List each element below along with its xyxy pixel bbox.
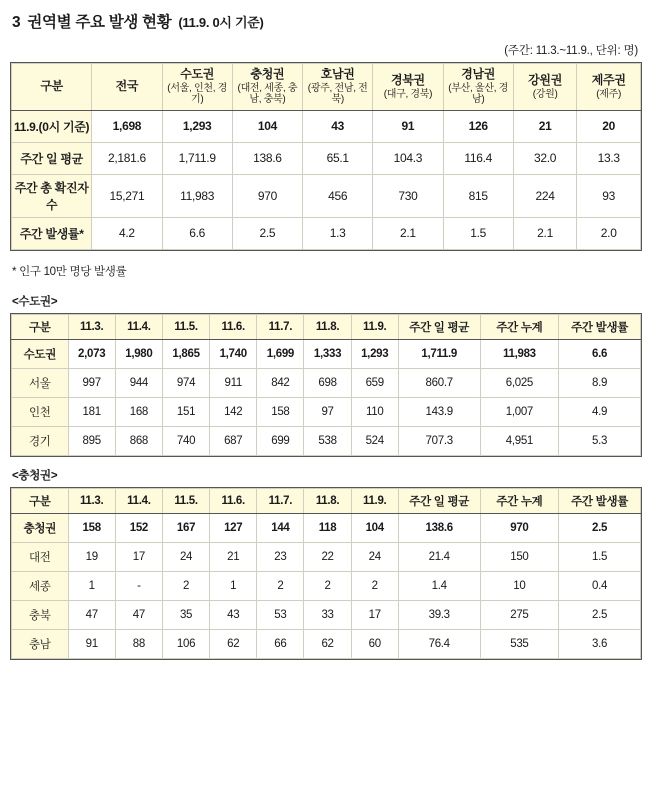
cell: 4.2 [92, 217, 162, 249]
col-header-date: 11.8. [304, 314, 351, 339]
cell: 24 [162, 542, 209, 571]
cell: 23 [257, 542, 304, 571]
heading-subtitle: (11.9. 0시 기준) [178, 15, 264, 30]
cell: 104 [351, 513, 398, 542]
cell: 104.3 [373, 142, 443, 174]
table-body [12, 513, 641, 658]
col-header-daily-average: 주간 일 평균 [398, 314, 480, 339]
col-header-weekly-total: 주간 누계 [480, 488, 559, 513]
col-header-date: 11.6. [210, 314, 257, 339]
cell: 524 [351, 426, 398, 455]
col-header-jeju: 제주권 (제주) [577, 64, 641, 111]
cell: 76.4 [398, 629, 480, 658]
table-body [12, 110, 641, 249]
cell: 66 [257, 629, 304, 658]
cell: 3.6 [559, 629, 641, 658]
cell: 138.6 [232, 142, 302, 174]
col-header-date: 11.9. [351, 488, 398, 513]
cell: 47 [68, 600, 115, 629]
cell: 35 [162, 600, 209, 629]
cell: 167 [162, 513, 209, 542]
cell: 2.5 [232, 217, 302, 249]
cell: 39.3 [398, 600, 480, 629]
cell: 1 [68, 571, 115, 600]
row-label: 충북 [12, 600, 69, 629]
cell: 21 [513, 110, 577, 142]
col-header-date: 11.4. [115, 314, 162, 339]
cell: 138.6 [398, 513, 480, 542]
cell: 24 [351, 542, 398, 571]
section-label-chungcheong: <충청권> [12, 469, 58, 482]
page-title [12, 10, 642, 32]
cell: 11,983 [162, 174, 232, 217]
cell: 1 [210, 571, 257, 600]
cell: 1,699 [257, 339, 304, 368]
cell: 1,293 [351, 339, 398, 368]
row-label: 인천 [12, 397, 69, 426]
cell: 860.7 [398, 368, 480, 397]
cell: 97 [304, 397, 351, 426]
table-row [12, 174, 641, 217]
cell: 62 [304, 629, 351, 658]
chungcheong-table-wrapper [10, 487, 642, 660]
cell: 88 [115, 629, 162, 658]
cell: 91 [373, 110, 443, 142]
unit-note: (주간: 11.3.~11.9., 단위: 명) [504, 45, 638, 57]
table-body [12, 339, 641, 455]
row-label: 경기 [12, 426, 69, 455]
cell: 144 [257, 513, 304, 542]
cell: 974 [162, 368, 209, 397]
cell: 659 [351, 368, 398, 397]
cell: 2.1 [373, 217, 443, 249]
cell: 4.9 [559, 397, 641, 426]
row-label: 주간 일 평균 [12, 142, 92, 174]
cell: 21 [210, 542, 257, 571]
cell: 10 [480, 571, 559, 600]
cell: 2,073 [68, 339, 115, 368]
cell: 538 [304, 426, 351, 455]
cell: 997 [68, 368, 115, 397]
cell: 22 [304, 542, 351, 571]
table-row [12, 629, 641, 658]
cell: 93 [577, 174, 641, 217]
table-row [12, 600, 641, 629]
cell: 104 [232, 110, 302, 142]
cell: 43 [210, 600, 257, 629]
cell: 2.5 [559, 513, 641, 542]
cell: 17 [115, 542, 162, 571]
table-row [12, 426, 641, 455]
cell: 158 [68, 513, 115, 542]
cell: 842 [257, 368, 304, 397]
cell: 168 [115, 397, 162, 426]
cell: 13.3 [577, 142, 641, 174]
table-head [12, 488, 641, 513]
cell: 275 [480, 600, 559, 629]
cell: 2 [257, 571, 304, 600]
cell: 110 [351, 397, 398, 426]
cell: 698 [304, 368, 351, 397]
cell: 970 [232, 174, 302, 217]
cell: 181 [68, 397, 115, 426]
cell: 1,865 [162, 339, 209, 368]
cell: 2,181.6 [92, 142, 162, 174]
cell: 8.9 [559, 368, 641, 397]
cell: 1,333 [304, 339, 351, 368]
table-row [12, 217, 641, 249]
cell: 15,271 [92, 174, 162, 217]
cell: 1.5 [443, 217, 513, 249]
col-header-honam: 호남권 (광주, 전남, 전북) [303, 64, 373, 111]
cell: 456 [303, 174, 373, 217]
cell: 53 [257, 600, 304, 629]
cell: 1,698 [92, 110, 162, 142]
section-label-capital: <수도권> [12, 295, 58, 308]
cell: 868 [115, 426, 162, 455]
cell: 5.3 [559, 426, 641, 455]
cell: 19 [68, 542, 115, 571]
cell: 895 [68, 426, 115, 455]
cell: 20 [577, 110, 641, 142]
col-header-date: 11.7. [257, 314, 304, 339]
cell: 2 [162, 571, 209, 600]
col-header-date: 11.3. [68, 488, 115, 513]
table-row [12, 542, 641, 571]
cell: 740 [162, 426, 209, 455]
cell: 6,025 [480, 368, 559, 397]
cell: 911 [210, 368, 257, 397]
cell: 1,711.9 [398, 339, 480, 368]
col-header-daily-average: 주간 일 평균 [398, 488, 480, 513]
cell: 142 [210, 397, 257, 426]
table-row [12, 368, 641, 397]
cell: 1.3 [303, 217, 373, 249]
cell: 699 [257, 426, 304, 455]
col-header-chungcheong: 충청권 (대전, 세종, 충남, 충북) [232, 64, 302, 111]
cell: 116.4 [443, 142, 513, 174]
cell: 47 [115, 600, 162, 629]
cell: 1,740 [210, 339, 257, 368]
cell: 151 [162, 397, 209, 426]
col-header-division: 구분 [12, 488, 69, 513]
row-label: 주간 발생률* [12, 217, 92, 249]
cell: 1.4 [398, 571, 480, 600]
col-header-date: 11.5. [162, 314, 209, 339]
col-header-gyeongbuk: 경북권 (대구, 경북) [373, 64, 443, 111]
footnote: * 인구 10만 명당 발생률 [12, 265, 127, 278]
cell: 1,007 [480, 397, 559, 426]
table-row [12, 513, 641, 542]
col-header-gangwon: 강원권 (강원) [513, 64, 577, 111]
cell: - [115, 571, 162, 600]
heading-title: 권역별 주요 발생 현황 [27, 14, 172, 31]
col-header-weekly-rate: 주간 발생률 [559, 488, 641, 513]
cell: 62 [210, 629, 257, 658]
cell: 91 [68, 629, 115, 658]
cell: 21.4 [398, 542, 480, 571]
col-header-division: 구분 [12, 314, 69, 339]
cell: 2.0 [577, 217, 641, 249]
cell: 43 [303, 110, 373, 142]
chungcheong-region-table [11, 488, 641, 659]
cell: 730 [373, 174, 443, 217]
cell: 2.5 [559, 600, 641, 629]
cell: 707.3 [398, 426, 480, 455]
col-header-date: 11.3. [68, 314, 115, 339]
col-header-capital: 수도권 (서울, 인천, 경기) [162, 64, 232, 111]
capital-region-table [11, 314, 641, 456]
col-header-gyeongnam: 경남권 (부산, 울산, 경남) [443, 64, 513, 111]
col-header-weekly-rate: 주간 발생률 [559, 314, 641, 339]
table-header-row [12, 488, 641, 513]
col-header-date: 11.8. [304, 488, 351, 513]
cell: 815 [443, 174, 513, 217]
cell: 17 [351, 600, 398, 629]
cell: 2 [351, 571, 398, 600]
col-header-date: 11.4. [115, 488, 162, 513]
cell: 1.5 [559, 542, 641, 571]
cell: 127 [210, 513, 257, 542]
row-label: 세종 [12, 571, 69, 600]
col-header-division: 구분 [12, 64, 92, 111]
capital-table-wrapper [10, 313, 642, 457]
main-table-wrapper [10, 62, 642, 251]
cell: 535 [480, 629, 559, 658]
cell: 1,293 [162, 110, 232, 142]
col-header-date: 11.6. [210, 488, 257, 513]
table-head [12, 314, 641, 339]
cell: 11,983 [480, 339, 559, 368]
table-row [12, 397, 641, 426]
cell: 126 [443, 110, 513, 142]
cell: 687 [210, 426, 257, 455]
cell: 118 [304, 513, 351, 542]
cell: 224 [513, 174, 577, 217]
cell: 6.6 [162, 217, 232, 249]
cell: 2.1 [513, 217, 577, 249]
cell: 6.6 [559, 339, 641, 368]
cell: 2 [304, 571, 351, 600]
cell: 1,980 [115, 339, 162, 368]
table-row [12, 339, 641, 368]
cell: 32.0 [513, 142, 577, 174]
cell: 152 [115, 513, 162, 542]
cell: 150 [480, 542, 559, 571]
heading-number: 3 [12, 14, 21, 31]
row-label: 서울 [12, 368, 69, 397]
row-label: 11.9.(0시 기준) [12, 110, 92, 142]
row-label: 충청권 [12, 513, 69, 542]
row-label: 수도권 [12, 339, 69, 368]
cell: 1,711.9 [162, 142, 232, 174]
cell: 970 [480, 513, 559, 542]
cell: 60 [351, 629, 398, 658]
table-row [12, 110, 641, 142]
table-row [12, 142, 641, 174]
col-header-weekly-total: 주간 누계 [480, 314, 559, 339]
table-row [12, 571, 641, 600]
table-header-row [12, 64, 641, 111]
cell: 4,951 [480, 426, 559, 455]
col-header-nationwide: 전국 [92, 64, 162, 111]
cell: 106 [162, 629, 209, 658]
regional-summary-table [11, 63, 641, 250]
col-header-date: 11.9. [351, 314, 398, 339]
spacer [10, 457, 642, 467]
cell: 65.1 [303, 142, 373, 174]
cell: 143.9 [398, 397, 480, 426]
cell: 944 [115, 368, 162, 397]
cell: 0.4 [559, 571, 641, 600]
col-header-date: 11.7. [257, 488, 304, 513]
table-head [12, 64, 641, 111]
cell: 33 [304, 600, 351, 629]
row-label: 주간 총 확진자 수 [12, 174, 92, 217]
row-label: 대전 [12, 542, 69, 571]
col-header-date: 11.5. [162, 488, 209, 513]
cell: 158 [257, 397, 304, 426]
table-header-row [12, 314, 641, 339]
row-label: 충남 [12, 629, 69, 658]
